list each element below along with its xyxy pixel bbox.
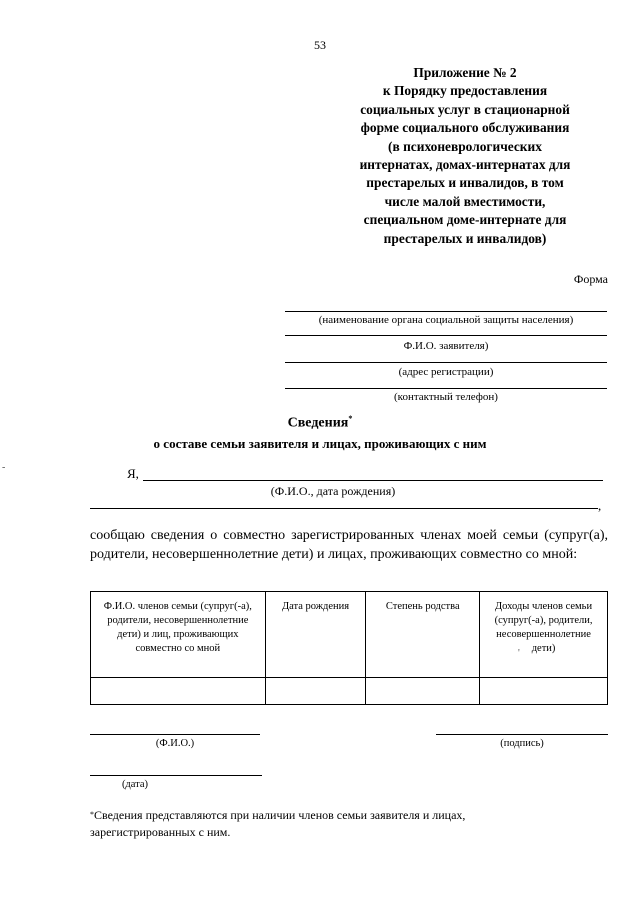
declarant-line[interactable] (143, 480, 603, 481)
table-cell[interactable] (91, 678, 266, 705)
organ-line[interactable] (285, 311, 607, 312)
footnote-line-1: Сведения представляются при наличии членов семьи заявителя и лицах, (94, 808, 466, 822)
declarant-caption: (Ф.И.О., дата рождения) (270, 484, 396, 498)
declarant-prefix: Я, (127, 466, 139, 481)
appendix-line: (в психоневрологических (388, 138, 542, 154)
table-cell[interactable] (265, 678, 366, 705)
table-cell[interactable] (480, 678, 608, 705)
appendix-line: к Порядку предоставления (382, 83, 548, 99)
table-cell[interactable] (366, 678, 480, 705)
title-text: Сведения (287, 415, 349, 431)
sign-fio-line[interactable] (90, 734, 260, 735)
address-line[interactable] (285, 362, 607, 363)
appendix-line: форме социального обслуживания (360, 120, 570, 136)
signature-caption: (подпись) (500, 738, 544, 749)
header-relation: Степень родства (366, 592, 480, 678)
fio-caption: Ф.И.О. заявителя) (403, 340, 489, 352)
appendix-line: Приложение № 2 (413, 65, 517, 80)
body-text: сообщаю сведения о совместно зарегистрированных членах моей семьи (супруг(а), родители, несовершеннолетние дети) и лицах, проживающих совместно со мной: (90, 528, 608, 562)
appendix-line: числе малой вместимости, (384, 193, 546, 209)
fio-line[interactable] (285, 335, 607, 336)
phone-caption: (контактный телефон) (394, 391, 498, 403)
phone-line[interactable] (285, 388, 607, 389)
appendix-line: престарелых и инвалидов, в том (366, 175, 564, 191)
page-number: 53 (314, 38, 326, 52)
appendix-line: специальном доме-интернате для (363, 212, 567, 228)
date-caption: (дата) (121, 779, 149, 790)
appendix-header (340, 64, 590, 248)
footnote-line-2: зарегистрированных с ним. (90, 825, 231, 839)
sign-fio-caption: (Ф.И.О.) (155, 738, 195, 749)
declarant-line-end: , (598, 498, 602, 513)
table-row (91, 678, 608, 705)
appendix-line: престарелых и инвалидов) (383, 230, 547, 246)
title-star: * (348, 414, 353, 423)
declarant-line-2[interactable] (90, 508, 598, 509)
header-fio: Ф.И.О. членов семьи (супруг(-а), родители, несовершеннолетние дети) и лиц, проживающих совместно со мной (91, 592, 266, 678)
signature-line[interactable] (436, 734, 608, 735)
organ-caption: (наименование органа социальной защиты населения) (318, 314, 574, 326)
family-table (90, 591, 608, 705)
footnote (90, 806, 608, 824)
scan-mark-left: - (2, 462, 6, 473)
header-birthdate: Дата рождения (265, 592, 366, 678)
footnote-star: * (90, 810, 94, 819)
scan-mark-right: ' (518, 648, 520, 659)
address-caption: (адрес регистрации) (398, 366, 494, 378)
appendix-line: интернатах, домах-интернатах для (359, 157, 571, 173)
document-subtitle: о составе семьи заявителя и лицах, проживающих с ним (153, 436, 487, 451)
date-line[interactable] (90, 775, 262, 776)
table-header-row (91, 592, 608, 678)
document-title (0, 414, 640, 432)
form-label: Форма (573, 272, 608, 286)
header-income: Доходы членов семьи (супруг(-а), родители, несовершеннолетние дети) (480, 592, 608, 678)
appendix-line: социальных услуг в стационарной (360, 101, 570, 117)
